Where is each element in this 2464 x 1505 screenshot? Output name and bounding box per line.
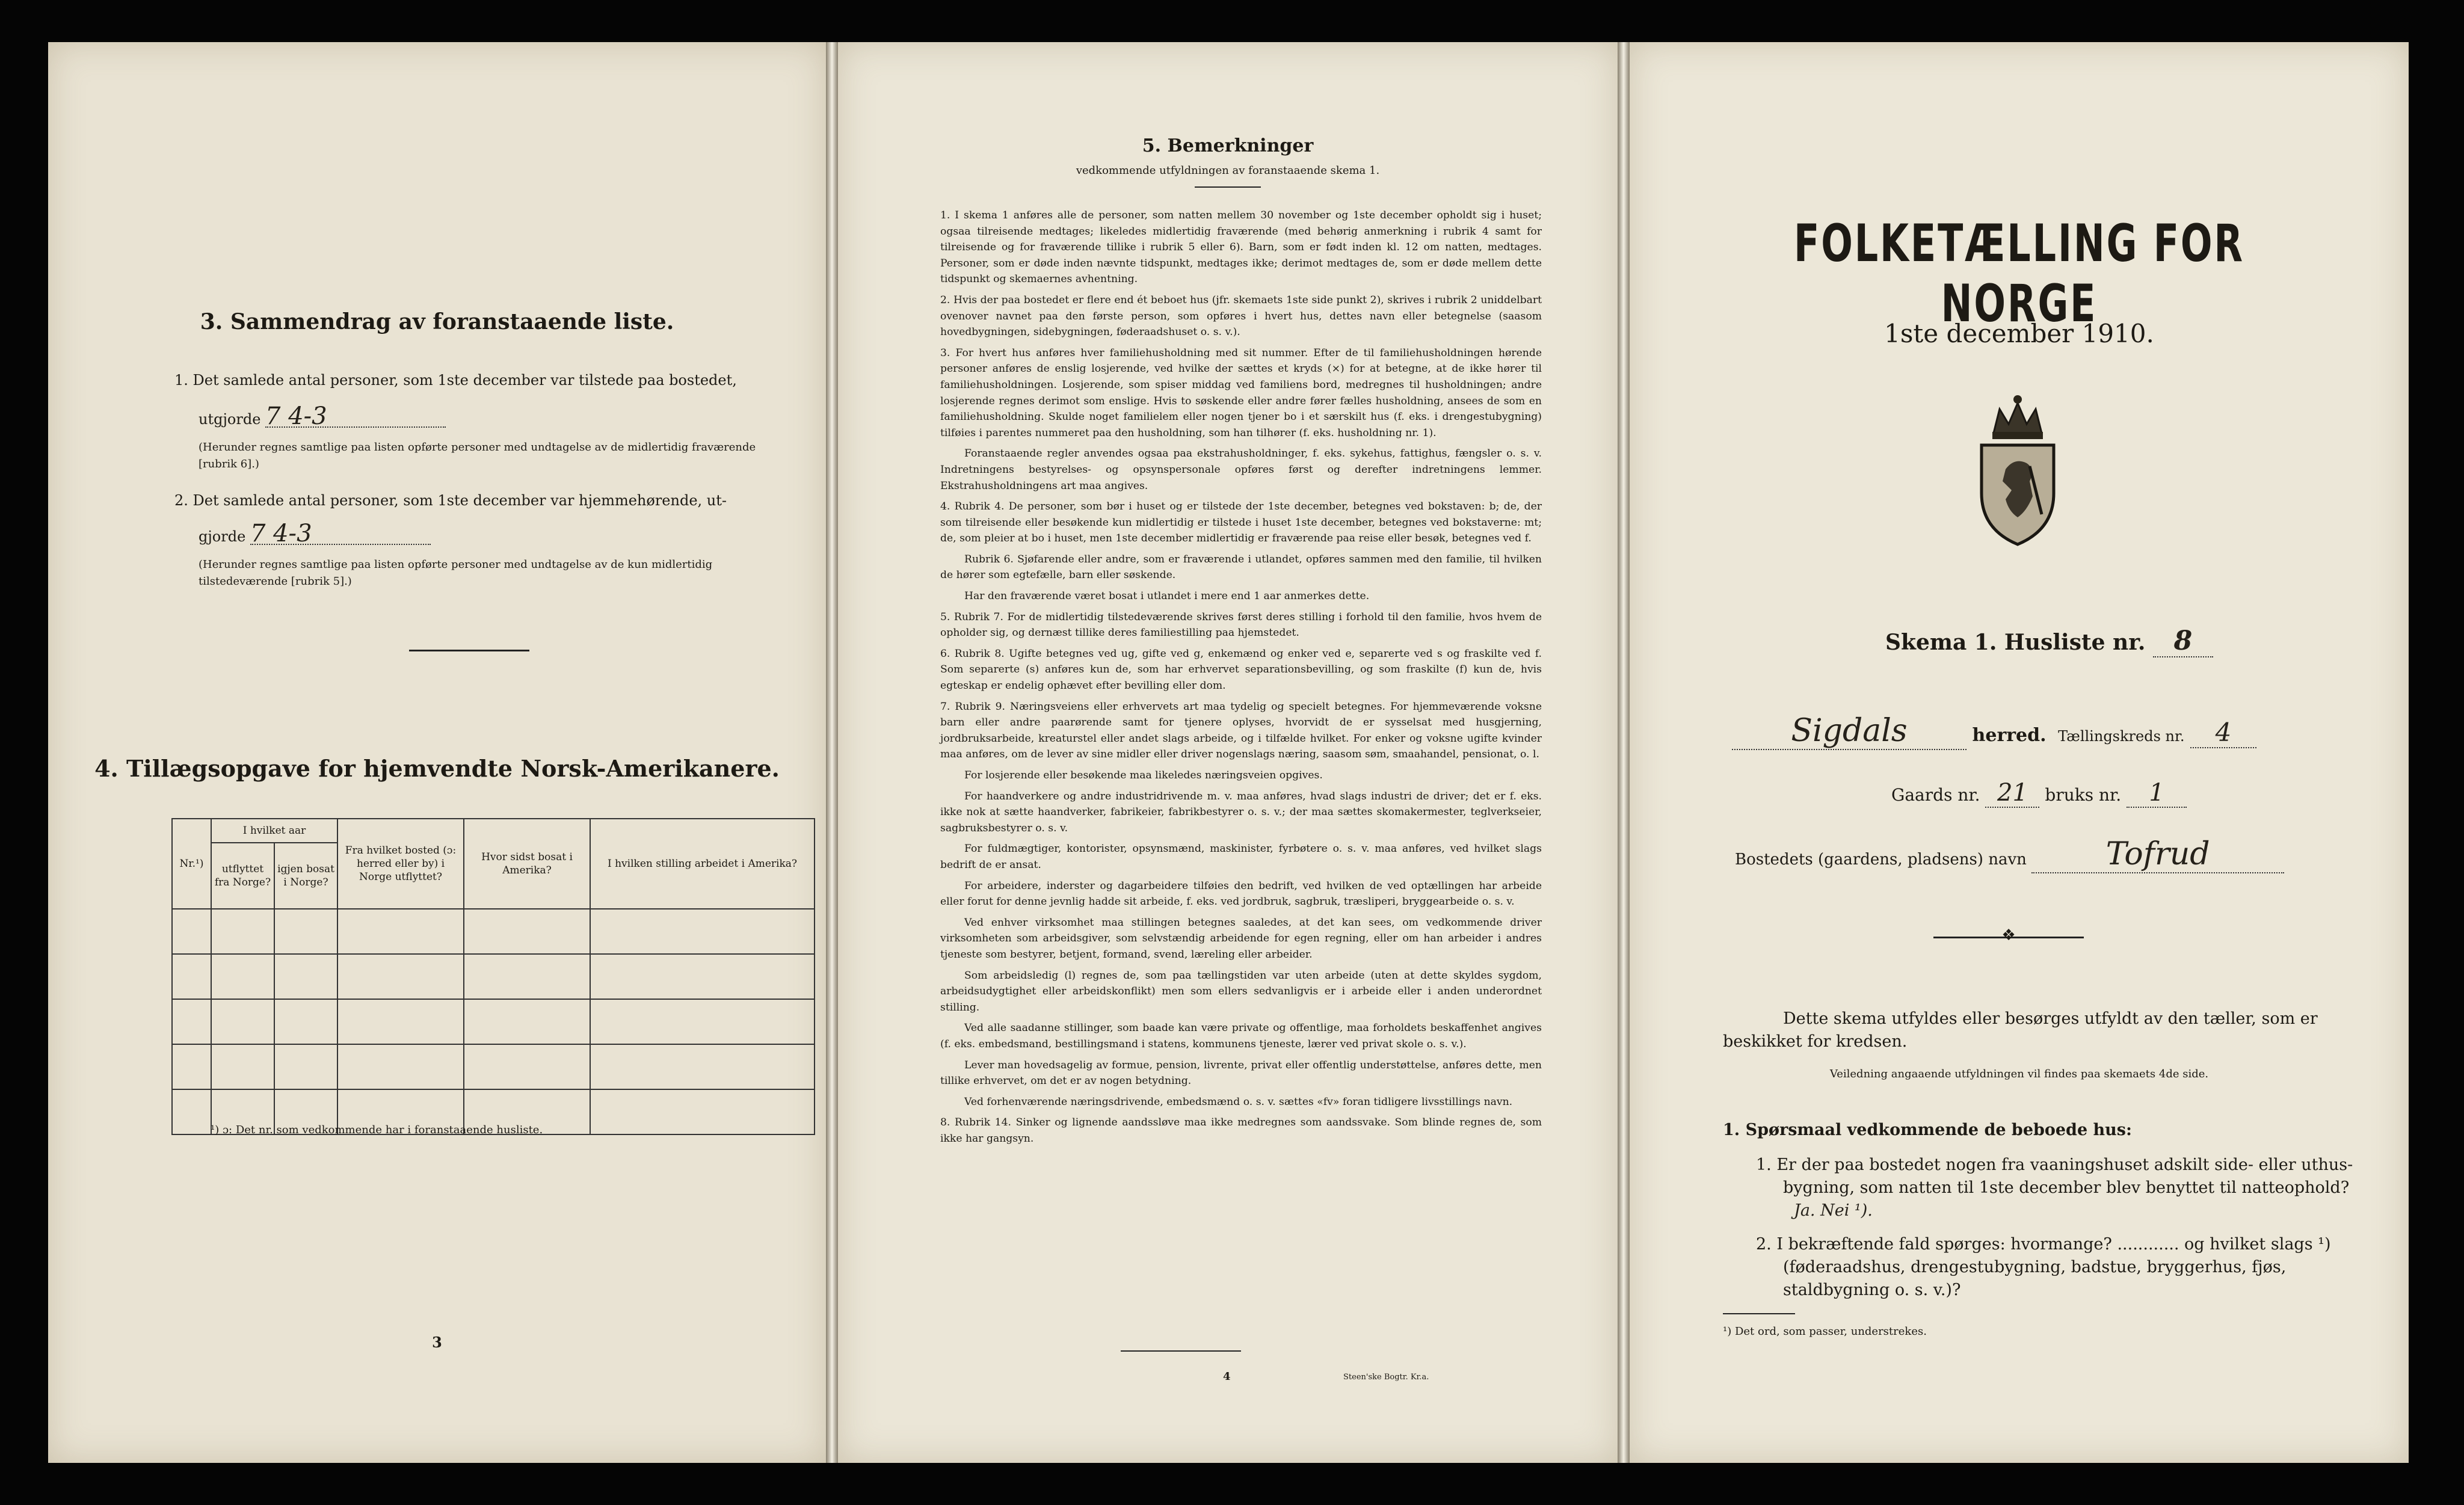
skema-label: Skema 1. Husliste nr. [1885,630,2146,655]
remark-paragraph: Ved enhver virksomhet maa stillingen betegnes saaledes, at det kan sees, om vedkommende driver virksomheten som arbeidsgiver, som selvstændig arbeidende for egen regning, eller om han arbeider i andres tjeneste som bestyrer, betjent, formand, svend, læreling eller arbeider. [940,916,1542,961]
col-stilling: I hvilken stilling arbeidet i Amerika? [590,819,815,909]
coat-of-arms-icon [1970,391,2066,547]
bruks-label: bruks nr. [2045,785,2122,805]
item-1-line [199,402,446,430]
item-1-note: (Herunder regnes samtlige paa listen opførte personer med undtagelse av de midlertidig fraværende [rubrik 6].) [199,441,756,470]
section-4-title: 4. Tillægsopgave for hjemvendte Norsk-Amerikanere. [94,755,780,782]
section-3-title: 3. Sammendrag av foranstaaende liste. [200,309,674,334]
remark-paragraph: Har den fraværende været bosat i utlandet i mere end 1 aar anmerkes dette. [964,590,1370,603]
col-fra: Fra hvilket bosted (ɔ: herred eller by) i Norge utflyttet? [337,819,464,909]
remark-paragraph: Foranstaaende regler anvendes ogsaa paa ekstrahusholdninger, f. eks. sykehus, fattighus, fængsler o. s. v. Indretningens bestyrelses- og opsynspersonale opføres først og derefter indretningens lemmer. Ekstrahusholdningens art maa angives. [940,448,1542,492]
intro-text: Dette skema utfyldes eller besørges utfyldt av den tæller, som er beskikket for kredsen. [1723,1009,2318,1051]
remarks-body [940,208,1542,1151]
remark-paragraph: For losjerende eller besøkende maa likeledes næringsveien opgives. [964,769,1323,781]
page-number: 4 [1223,1370,1231,1383]
table-row [172,954,815,999]
table-row [172,1044,815,1089]
questions-heading: 1. Spørsmaal vedkommende de beboede hus: [1723,1121,2132,1139]
remark-paragraph: Ved alle saadanne stillinger, som baade kan være private og offentlige, maa forholdets beskaffenhet angives (f. eks. embedsmand, bestillingsmand i statens, kommunens tjeneste, lærer ved privat skole o. s. v.). [940,1022,1542,1050]
herred-value: Sigdals [1732,713,1967,750]
kreds-label: Tællingskreds nr. [2058,728,2185,745]
remarks-subtitle: vedkommende utfyldningen av foranstaaende skema 1. [1076,164,1380,177]
col-hvor: Hvor sidst bosat i Amerika? [464,819,590,909]
bosted-label: Bostedets (gaardens, pladsens) navn [1735,851,2027,869]
herred-line [1732,713,2256,750]
kreds-value: 4 [2190,718,2256,748]
page-4 [838,42,1618,1463]
item-1-label: utgjorde [199,411,261,428]
divider [409,650,529,651]
remark-paragraph: Ved forhenværende næringsdrivende, embedsmænd o. s. v. sættes «fv» foran tidligere livsstillings navn. [964,1095,1513,1108]
item-2-text: 2. Det samlede antal personer, som 1ste december var hjemmehørende, ut- [174,492,727,509]
bosted-line [1735,836,2284,873]
herred-label: herred. [1972,725,2047,746]
table-footnote: ¹) ɔ: Det nr. som vedkommende har i foranstaaende husliste. [211,1124,543,1136]
item-2-value: 7 4-3 [250,523,431,545]
remark-paragraph: Rubrik 6. Sjøfarende eller andre, som er fraværende i utlandet, opføres sammen med den familie, til hvilken de hører som egtefælle, barn eller søskende. [940,553,1542,582]
remark-paragraph: Lever man hovedsagelig av formue, pension, livrente, privat eller offentlig understøttelse, anføres dette, men tillike erhvervet, om det er av nogen betydning. [940,1059,1542,1088]
remark-paragraph: 3. For hvert hus anføres hver familiehusholdning med sit nummer. Efter de til familiehusholdningen hørende personer anføres de enslig losjerende, ved hvilke der sættes et kryds (×) for at betegne, at de ikke hører til familiehusholdningen. Losjerende, som spiser middag ved familiens bord, medregnes til husholdningen; andre losjerende regnes derimot som enslige. Hvis to søskende eller andre fører fælles husholdning, ansees de som en familiehusholdning. Skulde noget familielem eller nogen tjener bo i et særskilt hus (f. eks. i drengestubygning) tilføies i parentes nummeret paa den husholdning, som han tilhører (f. eks. husholdning nr. 1). [940,346,1542,439]
husliste-number: 8 [2153,626,2213,657]
remark-paragraph: Som arbeidsledig (l) regnes de, som paa tællingstiden var uten arbeide (uten at dette skyldes sygdom, arbeidsudygtighet eller arbeidskonflikt) men som ellers sedvanligvis er i arbeide eller i anden underordnet stilling. [940,969,1542,1014]
page-fold [826,42,838,1463]
title-page [1630,42,2409,1463]
remark-paragraph: For arbeidere, inderster og dagarbeidere tilføies den bedrift, ved hvilken de ved optællingen har arbeide eller forut for denne jevnlig hadde sit arbeide, f. eks. ved jordbruk, sagbruk, træsliperi, bryggearbeide o. s. v. [940,879,1542,908]
divider [1723,1313,1795,1314]
gaards-line [1891,779,2187,808]
item-2-line [199,520,431,547]
remark-paragraph: 7. Rubrik 9. Næringsveiens eller erhvervets art maa tydelig og specielt betegnes. For hjemmeværende voksne barn eller andre paarørende samt for tjenere oplyses, hvorvidt de er sysselsat med husgjerning, jordbruksarbeide, kreaturstel eller andet slags arbeide, og i tilfælde hvilket. For enker og voksne ugifte kvinder maa anføres, om de lever av sine midler eller driver nogenslags næring, saasom søm, smaahandel, pensionat, o. l. [940,700,1542,761]
page-fold [1618,42,1630,1463]
col-nr: Nr.¹) [172,819,211,909]
col-group-aar: I hvilket aar [211,819,337,843]
question-1 [1756,1154,2367,1222]
skema-line [1885,626,2213,657]
gaards-label: Gaards nr. [1891,785,1980,805]
bruks-value: 1 [2127,779,2187,808]
norsk-amerikanere-table [171,818,815,1135]
remark-paragraph: 6. Rubrik 8. Ugifte betegnes ved ug, gifte ved g, enkemænd og enker ved e, separerte ved s og fraskilte ved f. Som separerte (s) anføres kun de, som har erhvervet separationsbevilling, og som fraskilte (f) kun de, hvis egteskap er endelig ophævet efter bevilling eller dom. [940,647,1542,692]
remark-paragraph: For fuldmægtiger, kontorister, opsynsmænd, maskinister, fyrbøtere o. s. v. maa anføres, ved hvilket slags bedrift de er ansat. [940,843,1542,871]
remark-paragraph: 1. I skema 1 anføres alle de personer, som natten mellem 30 november og 1ste december opholdt sig i huset; ogsaa tilreisende medtages; likeledes midlertidig fraværende (med behørig anmerkning i rubrik 4 samt for tilreisende og for fraværende tillike i rubrik 5 eller 6). Barn, som er født inden kl. 12 om natten, medtages. Personer, som er døde inden nævnte tidspunkt, medtages ikke; derimot medtages de, som er døde mellem dette tidspunkt og skemaernes avhentning. [940,209,1542,286]
item-1-text: 1. Det samlede antal personer, som 1ste december var tilstede paa bostedet, [174,372,737,389]
page-number: 3 [432,1334,442,1351]
remark-paragraph: 4. Rubrik 4. De personer, som bør i huset og er tilstede der 1ste december, betegnes ved bokstaven: b; de, der som tilreisende eller besøkende kun midlertidig er tilstede i huset 1ste december, betegnes ved bokstaverne: mt; de, som pleier at bo i huset, men 1ste december midlertidig er fraværende paa reise eller besøk, betegnes ved f. [940,500,1542,545]
bosted-value: Tofrud [2031,836,2284,873]
item-2-label: gjorde [199,528,246,545]
question-2: 2. I bekræftende fald spørges: hvormange? ............ og hvilket slags ¹) (føderaadshus, drengestubygning, badstue, bryggerhus, fjøs, staldbygning o. s. v.)? [1756,1235,2331,1299]
divider [1195,186,1261,188]
remarks-title: 5. Bemerkninger [1142,135,1314,156]
question-1-answer: Ja. Nei ¹). [1794,1201,1873,1220]
footnote: ¹) Det ord, som passer, understrekes. [1723,1325,1927,1338]
ornament-icon: ❖ [2001,926,2016,944]
census-title: FOLKETÆLLING FOR NORGE [1794,214,2244,334]
remark-paragraph: 8. Rubrik 14. Sinker og lignende aandssløve maa ikke medregnes som aandssvake. Som blinde regnes de, som ikke har gangsyn. [940,1116,1542,1145]
remark-paragraph: For haandverkere og andre industridrivende m. v. maa anføres, hvad slags industri de driver; det er f. eks. ikke nok at sætte haandverker, fabrikeier, fabrikbestyrer o. s. v.; der maa sættes skomakermester, teglverkseier, sagbruksbestyrer o. s. v. [940,790,1542,834]
divider [1121,1350,1241,1352]
veiledning-text: Veiledning angaaende utfyldningen vil findes paa skemaets 4de side. [1829,1068,2209,1080]
col-igjen: igjen bosat i Norge? [274,843,337,909]
page-3 [48,42,826,1463]
remark-paragraph: 2. Hvis der paa bostedet er flere end ét beboet hus (jfr. skemaets 1ste side punkt 2), skrives i rubrik 2 uniddelbart ovenover navnet paa den første person, som opføres i hvert hus, dettes navn eller betegnelse (saasom hovedbygningen, sidebygningen, føderaadshuset o. s. v.). [940,294,1542,339]
gaards-value: 21 [1985,779,2039,808]
table-row [172,999,815,1044]
item-1-value: 7 4-3 [265,406,446,428]
census-date: 1ste december 1910. [1884,319,2154,348]
printer-imprint: Steen'ske Bogtr. Kr.a. [1343,1373,1429,1382]
question-1-text: 1. Er der paa bostedet nogen fra vaaningshuset adskilt side- eller uthus-bygning, som natten til 1ste december blev benyttet til natteophold? [1756,1156,2353,1197]
item-2-note: (Herunder regnes samtlige paa listen opførte personer med undtagelse av de kun midlertidig tilstedeværende [rubrik 5].) [199,558,713,588]
remark-paragraph: 5. Rubrik 7. For de midlertidig tilstedeværende skrives først deres stilling i forhold til den familie, hvos hvem de opholder sig, og dernæst tillike deres familiestilling paa hjemstedet. [940,611,1542,639]
table-row [172,909,815,954]
col-utflyttet: utflyttet fra Norge? [211,843,274,909]
